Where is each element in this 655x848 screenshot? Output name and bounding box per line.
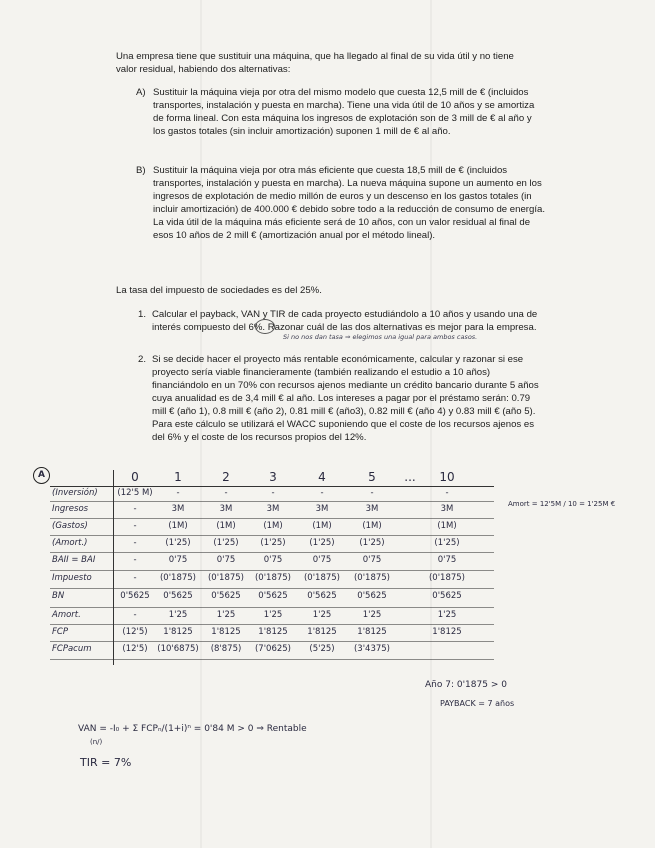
alternative-text: Sustituir la máquina vieja por otra más eficiente que cuesta 18,5 mill de € (incluidos transportes, instalación y puesta en marcha). La nueva máquina supone un aumento en los ingresos de explotación de medio millón de euros y un descenso en los gastos totales (in incluir amortización) de 400.000 € debido sobre todo a la reducción de consumo de energía. La vida útil de la máquina más eficiente será de 10 años, con un valor residual al final de esos 10 años de 2 mill € (amortización anual por el método lineal).: [153, 165, 545, 241]
table-rule: [50, 570, 494, 571]
table-rule: [50, 501, 494, 502]
van-formula: VAN = -I₀ + Σ FCPₙ/(1+i)ⁿ = 0'84 M > 0 ⇒ Rentable: [78, 724, 307, 734]
table-cell: -: [133, 538, 137, 548]
table-cell: (1'25): [434, 538, 460, 548]
table-cell: 0'75: [216, 555, 236, 565]
table-cell: 3M: [171, 504, 185, 514]
table-rule: [50, 552, 494, 553]
table-cell: 0'75: [362, 555, 382, 565]
table-cell: 1'8125: [258, 627, 288, 637]
table-cell: 1'25: [168, 610, 188, 620]
table-rule: [50, 486, 494, 487]
table-cell: (1M): [437, 521, 457, 531]
table-cell: (0'1875): [303, 573, 341, 583]
table-cell: 0'75: [437, 555, 457, 565]
problem-intro: Una empresa tiene que sustituir una máquina, que ha llegado al final de su vida útil y no tiene valor residual, habiendo dos alternativas:: [116, 51, 514, 75]
tax-rate-line: La tasa del impuesto de sociedades es del 25%.: [116, 285, 322, 296]
table-cell: 0'75: [263, 555, 283, 565]
payback-result: PAYBACK = 7 años: [440, 699, 515, 708]
table-rule: [50, 624, 494, 625]
alternative-label: B): [136, 165, 146, 176]
table-cell: 3M: [315, 504, 329, 514]
row-label: (Gastos): [52, 521, 88, 531]
column-header: 1: [174, 470, 182, 484]
row-label: BN: [52, 591, 65, 601]
table-cell: (7'0625): [254, 644, 292, 654]
table-cell: -: [133, 573, 137, 583]
table-cell: -: [224, 488, 228, 498]
table-cell: 0'75: [312, 555, 332, 565]
table-cell: (8'875): [210, 644, 242, 654]
question-number: 2.: [138, 354, 147, 365]
table-cell: 3M: [266, 504, 280, 514]
question-2: [138, 353, 543, 444]
table-cell: -: [133, 504, 137, 514]
column-header: ...: [404, 470, 416, 484]
question-text: Calcular el payback, VAN y TIR de cada proyecto estudiándolo a 10 años y usando una de interés compuesto del 6%. Razonar cuál de las dos alternativas es mejor para la empresa.: [152, 309, 538, 333]
table-cell: 0'5625: [307, 591, 337, 601]
row-label: Impuesto: [52, 573, 92, 583]
table-cell: 0'5625: [432, 591, 462, 601]
column-header: 10: [439, 470, 455, 484]
table-cell: 3M: [219, 504, 233, 514]
table-cell: 0'75: [168, 555, 188, 565]
table-cell: (1M): [312, 521, 332, 531]
table-cell: (1M): [216, 521, 236, 531]
table-cell: -: [133, 610, 137, 620]
table-cell: 1'8125: [211, 627, 241, 637]
table-cell: (1M): [263, 521, 283, 531]
amortization-note: Amort = 12'5M / 10 = 1'25M €: [508, 500, 616, 508]
table-cell: 0'5625: [357, 591, 387, 601]
row-label: Amort.: [52, 610, 81, 620]
van-subnote: (n/): [90, 738, 103, 746]
table-cell: 1'25: [263, 610, 283, 620]
table-cell: (1'25): [359, 538, 385, 548]
table-rule: [50, 518, 494, 519]
table-divider: [113, 470, 114, 665]
alternative-text: Sustituir la máquina vieja por otra del mismo modelo que cuesta 12,5 mill de € (incluidos transportes, instalación y puesta en marcha). Tiene una vida útil de 10 años y se amortiza de forma lineal. Con esta máquina los ingresos de explotación son de 3 mill de € al año y los gastos totales (sin incluir amortización) suponen 1 mill de € al año.: [153, 87, 535, 137]
table-cell: (12'5): [122, 644, 148, 654]
table-cell: (5'25): [309, 644, 335, 654]
row-label: Ingresos: [52, 504, 89, 514]
table-cell: 1'8125: [432, 627, 462, 637]
table-cell: (3'4375): [353, 644, 391, 654]
table-cell: -: [176, 488, 180, 498]
table-cell: 1'25: [216, 610, 236, 620]
column-header: 0: [131, 470, 139, 484]
handwritten-margin-note: Si no nos dan tasa ⇒ elegimos una igual para ambos casos.: [283, 333, 478, 341]
row-label: FCP: [52, 627, 68, 637]
table-cell: 0'5625: [211, 591, 241, 601]
table-cell: -: [133, 555, 137, 565]
table-cell: (12'5): [122, 627, 148, 637]
alternative-label: A): [136, 87, 146, 98]
table-cell: 1'8125: [357, 627, 387, 637]
table-cell: -: [445, 488, 449, 498]
row-label: (Amort.): [52, 538, 88, 548]
table-cell: (0'1875): [254, 573, 292, 583]
column-header: 5: [368, 470, 376, 484]
table-cell: 0'5625: [163, 591, 193, 601]
table-cell: 3M: [440, 504, 454, 514]
table-cell: (0'1875): [353, 573, 391, 583]
table-cell: 3M: [365, 504, 379, 514]
table-cell: (1'25): [213, 538, 239, 548]
table-rule: [50, 659, 494, 660]
column-header: 2: [222, 470, 230, 484]
alternative-a: [136, 86, 546, 138]
row-label: BAII = BAI: [52, 555, 96, 565]
table-cell: 1'25: [362, 610, 382, 620]
table-cell: -: [320, 488, 324, 498]
table-cell: 1'8125: [307, 627, 337, 637]
table-cell: -: [370, 488, 374, 498]
table-rule: [50, 607, 494, 608]
table-rule: [50, 535, 494, 536]
circled-a-badge: A: [33, 467, 50, 484]
table-cell: (1M): [362, 521, 382, 531]
tir-result: TIR = 7%: [80, 756, 132, 769]
table-cell: (1'25): [165, 538, 191, 548]
table-cell: (10'6875): [157, 644, 199, 654]
table-cell: 0'5625: [258, 591, 288, 601]
table-cell: 1'25: [312, 610, 332, 620]
table-cell: (12'5 M): [117, 488, 153, 498]
table-cell: (1'25): [260, 538, 286, 548]
table-cell: (1M): [168, 521, 188, 531]
payback-year-note: Año 7: 0'1875 > 0: [425, 680, 507, 690]
table-cell: (0'1875): [428, 573, 466, 583]
question-text: Si se decide hacer el proyecto más rentable económicamente, calcular y razonar si ese proyecto sería viable financieramente (también realizando el estudio a 10 años) financiándolo en un 70% con recursos ajenos mediante un crédito bancario durante 5 años cuya anualidad es de 3,4 mill € al año. Los intereses a pagar por el préstamo serán: 0.79 mill € (año 1), 0.8 mill € (año 2), 0.81 mill € (año3), 0.82 mill € (año 4) y 0.83 mill € (año 5). Para este cálculo se utilizará el WACC suponiendo que el coste de los recursos ajenos es del 6% y el coste de los recursos propios del 12%.: [152, 354, 539, 443]
table-cell: 1'25: [437, 610, 457, 620]
alternative-b: [136, 164, 546, 242]
circled-rate-mark: [255, 319, 275, 334]
question-number: 1.: [138, 309, 147, 320]
table-cell: 1'8125: [163, 627, 193, 637]
question-1: [138, 308, 543, 334]
column-header: 4: [318, 470, 326, 484]
table-rule: [50, 588, 494, 589]
table-cell: -: [271, 488, 275, 498]
table-cell: (0'1875): [207, 573, 245, 583]
table-cell: (0'1875): [159, 573, 197, 583]
table-cell: (1'25): [309, 538, 335, 548]
row-label: (Inversión): [52, 488, 98, 498]
table-cell: -: [133, 521, 137, 531]
table-rule: [50, 641, 494, 642]
column-header: 3: [269, 470, 277, 484]
row-label: FCPacum: [52, 644, 92, 654]
table-cell: 0'5625: [120, 591, 150, 601]
